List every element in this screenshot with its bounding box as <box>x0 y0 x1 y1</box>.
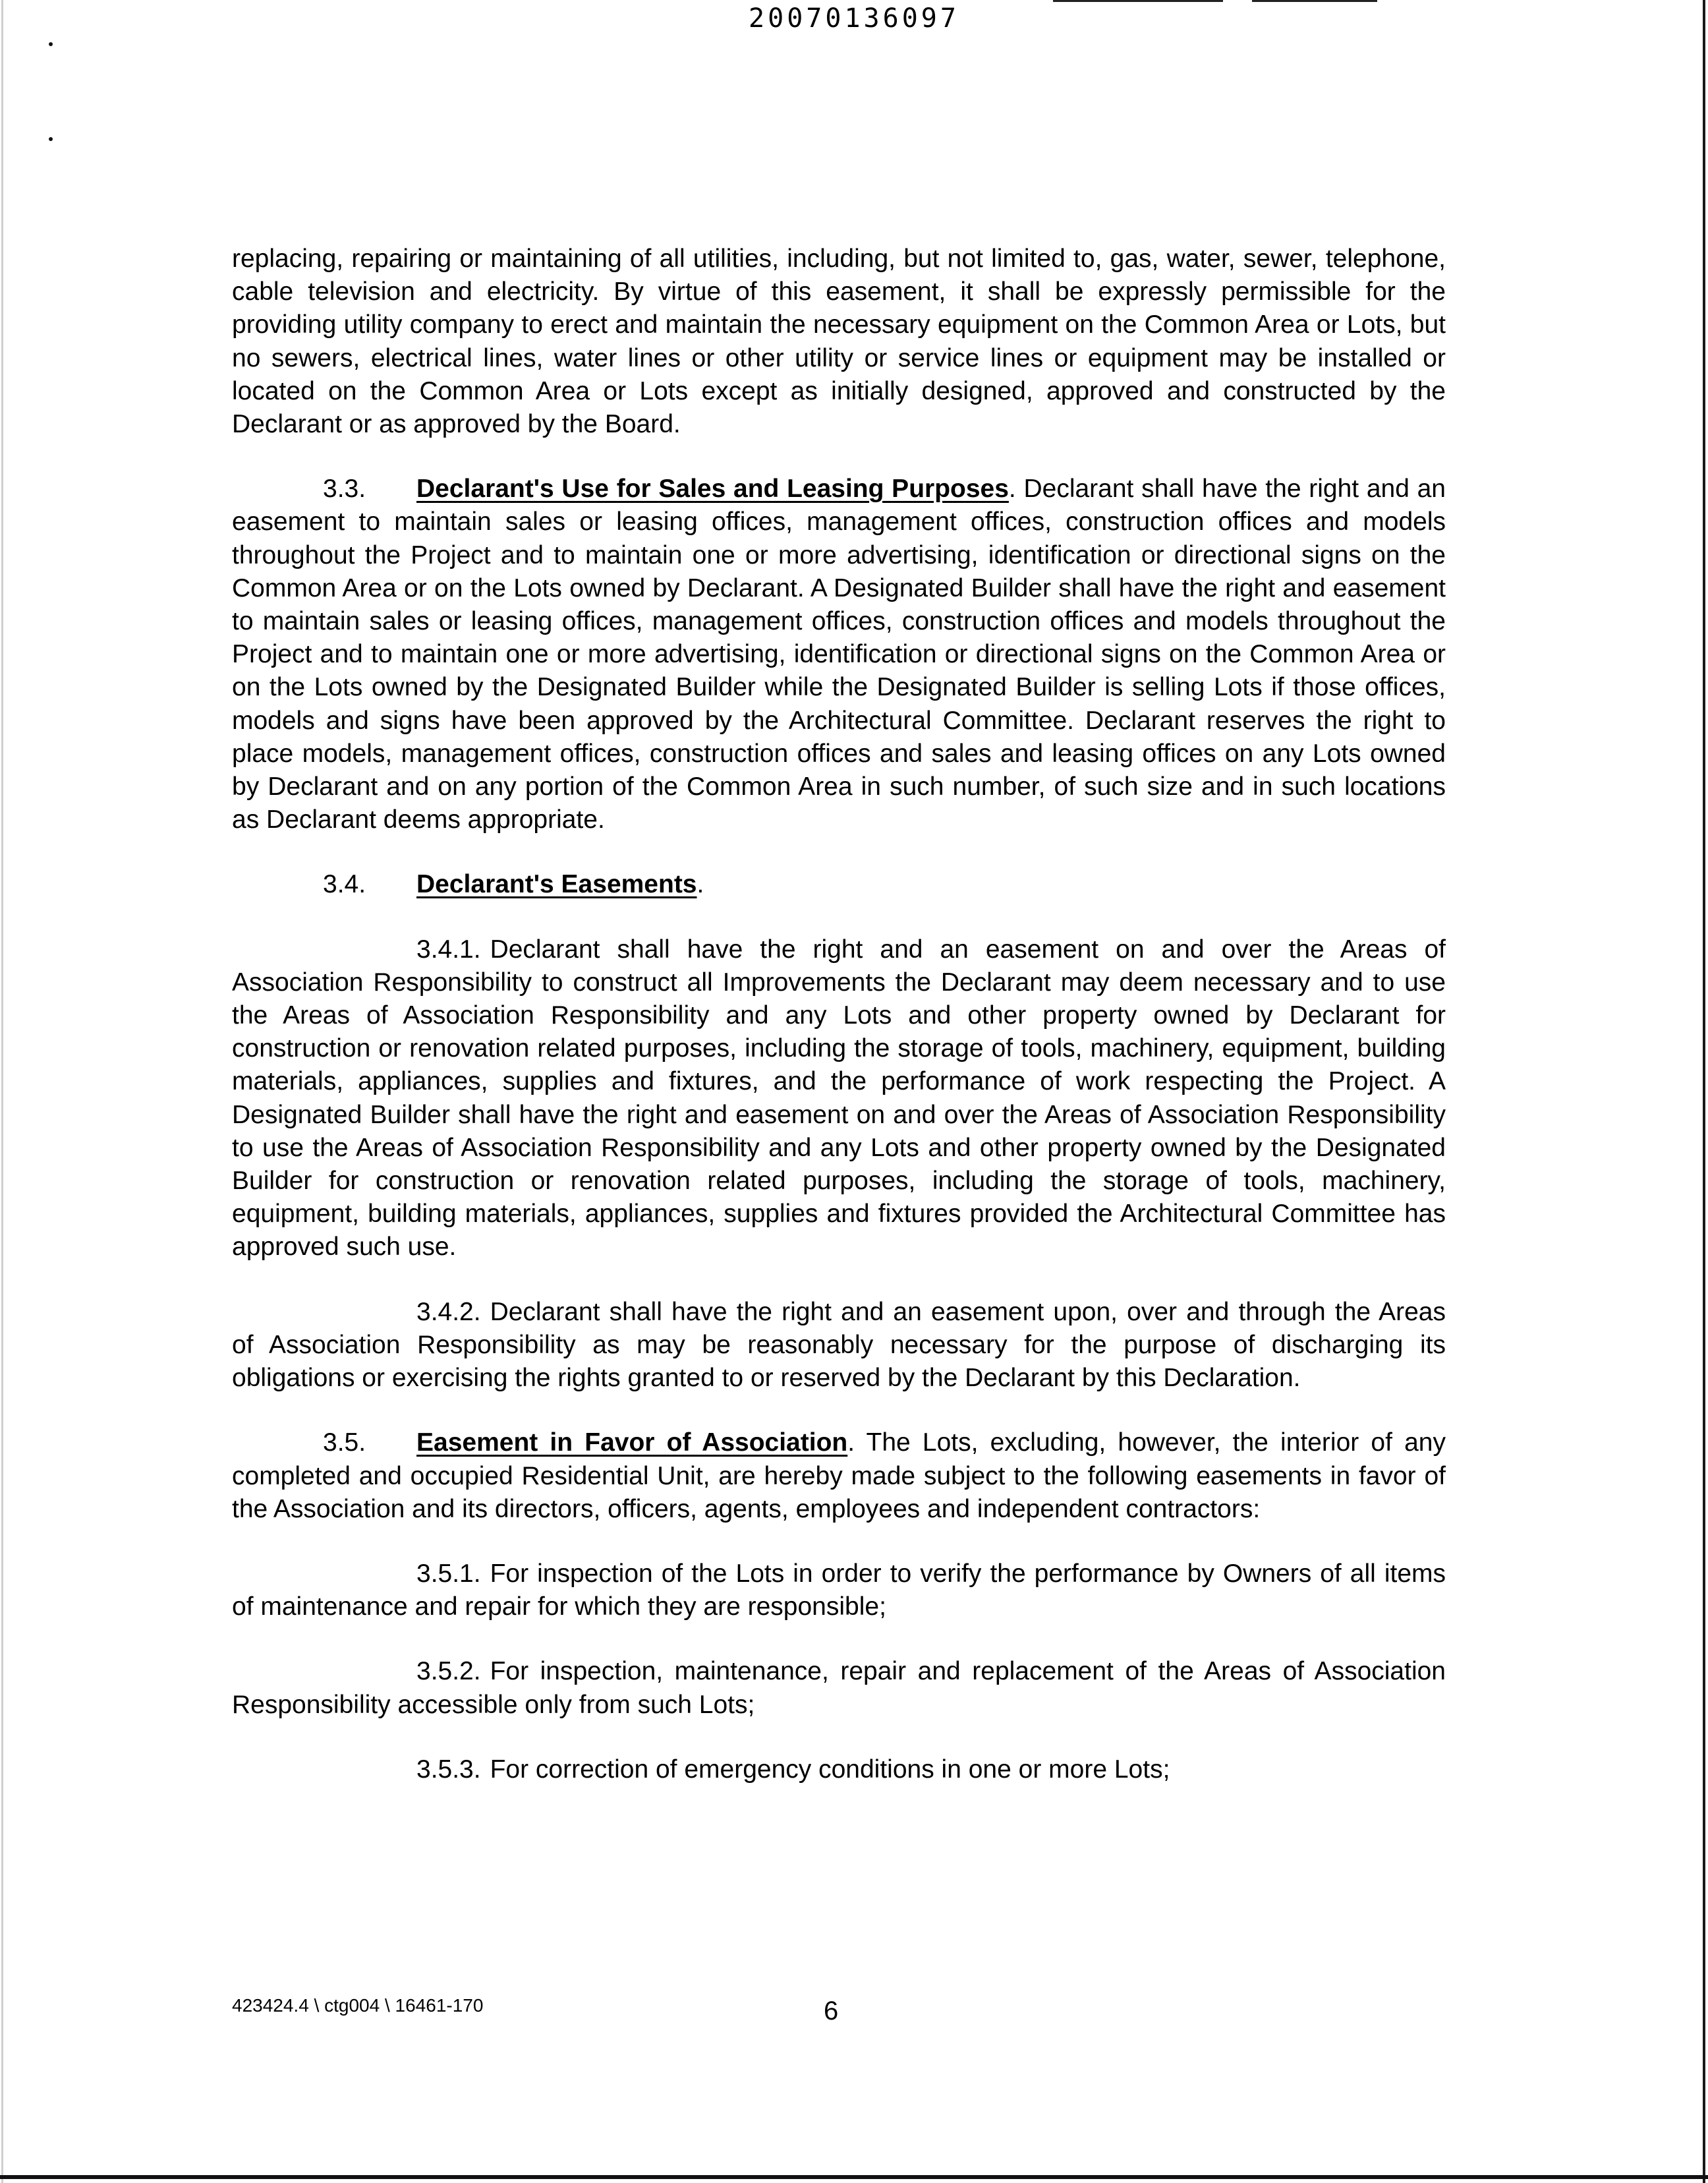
subsection-number: 3.5.3. <box>416 1755 481 1784</box>
section-heading: Declarant's Easements <box>416 870 697 899</box>
section-number: 3.4. <box>323 870 366 899</box>
subsection-3-5-3 <box>232 1753 1446 1786</box>
subsection-3-5-1 <box>232 1557 1446 1623</box>
subsection-text: For inspection of the Lots in order to verify the performance by Owners of all items of maintenance and repair for which they are responsible; <box>232 1559 1446 1621</box>
subsection-text: Declarant shall have the right and an easement on and over the Areas of Association Responsibility to construct all Improvements the Declarant may deem necessary and to use the Areas of Association Responsibility and any Lots and other property owned by Declarant for construction or renovation related purposes, including the storage of tools, machinery, equipment, building materials, appliances, supplies and fixtures, and the performance of work respecting the Project. A Designated Builder shall have the right and easement on and over the Areas of Association Responsibility to use the Areas of Association Responsibility and any Lots and other property owned by the Designated Builder for construction or renovation related purposes, including the storage of tools, machinery, equipment, building materials, appliances, supplies and fixtures provided the Architectural Committee has approved such use. <box>232 935 1446 1262</box>
page-number: 6 <box>824 1996 839 2025</box>
intro-paragraph: replacing, repairing or maintaining of all utilities, including, but not limited to, gas, water, sewer, telephone, cable television and electricity. By virtue of this easement, it shall be expressly permissible for the providing utility company to erect and maintain the necessary equipment on the Common Area or Lots, but no sewers, electrical lines, water lines or other utility or service lines or equipment may be installed or located on the Common Area or Lots except as initially designed, approved and constructed by the Declarant or as approved by the Board. <box>232 245 1446 439</box>
scan-speck <box>49 42 53 46</box>
page-edge-right <box>1703 0 1705 2183</box>
subsection-3-4-1 <box>232 933 1446 1264</box>
section-heading: Easement in Favor of Association <box>416 1428 848 1457</box>
subsection-3-5-2 <box>232 1655 1446 1721</box>
section-heading-suffix: . <box>697 870 704 899</box>
subsection-number: 3.4.1. <box>416 935 481 964</box>
subsection-number: 3.5.1. <box>416 1559 481 1588</box>
document-body <box>232 243 1446 1818</box>
section-heading: Declarant's Use for Sales and Leasing Purposes <box>416 475 1009 504</box>
page-edge-left <box>1 0 3 2183</box>
section-3-4 <box>232 868 1446 901</box>
subsection-3-4-2 <box>232 1296 1446 1395</box>
footer-document-reference: 423424.4 \ ctg004 \ 16461-170 <box>232 1995 484 2016</box>
subsection-text: Declarant shall have the right and an easement upon, over and through the Areas of Association Responsibility as may be reasonably necessary for the purpose of discharging its obligations or exercising the rights granted to or reserved by the Declarant by this Declaration. <box>232 1297 1446 1393</box>
scan-speck <box>49 137 53 141</box>
section-3-5 <box>232 1426 1446 1526</box>
document-number: 20070136097 <box>749 3 959 34</box>
section-text: . Declarant shall have the right and an easement to maintain sales or leasing offices, management offices, construction offices and models throughout the Project and to maintain one or more advertising, identification or directional signs on the Common Area or on the Lots owned by Declarant. A Designated Builder shall have the right and easement to maintain sales or leasing offices, management offices, construction offices and models throughout the Project and to maintain one or more advertising, identification or directional signs on the Common Area or on the Lots owned by the Designated Builder while the Designated Builder is selling Lots if those offices, models and signs have been approved by the Architectural Committee. Declarant reserves the right to place models, management offices, construction offices and sales and leasing offices on any Lots owned by Declarant and on any portion of the Common Area in such number, of such size and in such locations as Declarant deems appropriate. <box>232 475 1446 834</box>
section-number: 3.5. <box>323 1428 366 1457</box>
section-number: 3.3. <box>323 475 366 504</box>
section-text: . The Lots, excluding, however, the interior of any completed and occupied Residential Unit, are hereby made subject to the following easements in favor of the Association and its directors, officers, agents, employees and independent contractors: <box>232 1428 1446 1523</box>
section-3-3 <box>232 473 1446 836</box>
subsection-text: For inspection, maintenance, repair and replacement of the Areas of Association Responsibility accessible only from such Lots; <box>232 1657 1446 1719</box>
page-edge-bottom <box>0 2175 1708 2179</box>
subsection-number: 3.5.2. <box>416 1657 481 1686</box>
subsection-text: For correction of emergency conditions in one or more Lots; <box>490 1755 1170 1784</box>
subsection-number: 3.4.2. <box>416 1297 481 1326</box>
